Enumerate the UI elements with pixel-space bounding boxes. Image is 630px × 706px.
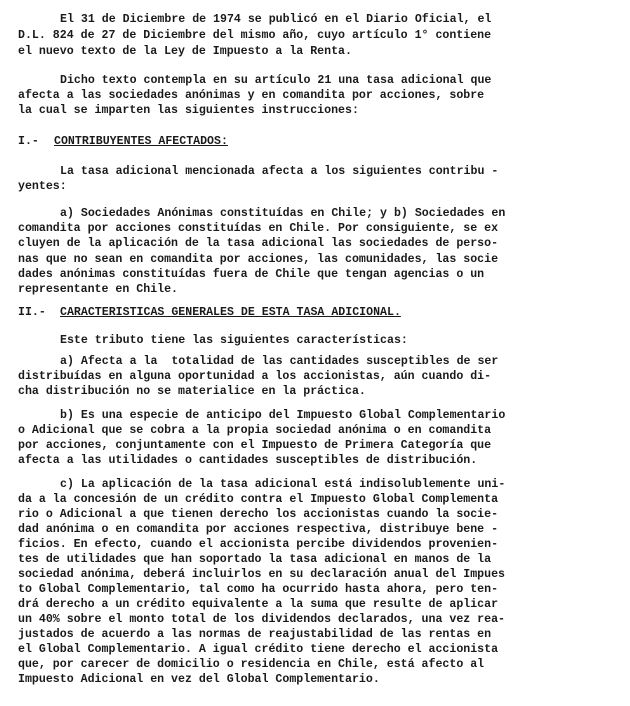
text-line: dad anónima o en comandita por acciones respectiva, distribuye bene - — [18, 523, 499, 536]
section-title: CARACTERISTICAS GENERALES DE ESTA TASA ADICIONAL. — [60, 306, 401, 319]
text-line: drá derecho a un crédito equivalente a la suma que resulte de aplicar — [18, 598, 499, 611]
text-line: da a la concesión de un crédito contra el Impuesto Global Complementa — [18, 493, 499, 506]
text-line: por acciones, conjuntamente con el Impuesto de Primera Categoría que — [18, 439, 492, 452]
text-line: dades anónimas constituídas fuera de Chile que tengan agencias o un — [18, 268, 485, 281]
text-line: yentes: — [18, 180, 67, 193]
text-line: nas que no sean en comandita por acciones, las comunidades, las socie — [18, 253, 499, 266]
text-line: cluyen de la aplicación de la tasa adicional las sociedades de perso- — [18, 237, 499, 250]
text-line: Este tributo tiene las siguientes características: — [60, 334, 408, 347]
text-line: que, por carecer de domicilio o residencia en Chile, está afecto al — [18, 658, 485, 671]
text-line: justados de acuerdo a las normas de reajustabilidad de las rentas en — [18, 628, 492, 641]
text-line: afecta a las utilidades o cantidades susceptibles de distribución. — [18, 454, 478, 467]
text-line: a) Afecta a la totalidad de las cantidades susceptibles de ser — [60, 355, 499, 368]
text-line: o Adicional que se cobra a la propia sociedad anónima o en comandita — [18, 424, 492, 437]
text-line: representante en Chile. — [18, 283, 179, 296]
text-line: Dicho texto contempla en su artículo 21 una tasa adicional que — [60, 74, 492, 87]
text-line: b) Es una especie de anticipo del Impuesto Global Complementario — [60, 409, 506, 422]
text-line: el Global Complementario. A igual crédito tiene derecho el accionista — [18, 643, 499, 656]
text-line: la cual se imparten las siguientes instrucciones: — [18, 104, 359, 117]
text-line: cha distribución no se materialice en la práctica. — [18, 385, 366, 398]
text-line: tes de utilidades que han soportado la tasa adicional en manos de la — [18, 553, 492, 566]
text-line: sociedad anónima, deberá incluirlos en su declaración anual del Impues — [18, 568, 506, 581]
section-number: I.- — [18, 135, 39, 148]
text-line: to Global Complementario, tal como ha ocurrido hasta ahora, pero ten- — [18, 583, 499, 596]
section-title: CONTRIBUYENTES AFECTADOS: — [54, 135, 228, 148]
text-line: Impuesto Adicional en vez del Global Complementario. — [18, 673, 380, 686]
text-line: a) Sociedades Anónimas constituídas en Chile; y b) Sociedades en — [60, 207, 506, 220]
text-line: c) La aplicación de la tasa adicional está indisolublemente uni- — [60, 478, 506, 491]
text-line: rio o Adicional a que tienen derecho los accionistas cuando la socie- — [18, 508, 499, 521]
text-line: El 31 de Diciembre de 1974 se publicó en el Diario Oficial, el — [60, 13, 492, 26]
text-line: distribuídas en alguna oportunidad a los accionistas, aún cuando di- — [18, 370, 492, 383]
text-line: un 40% sobre el monto total de los dividendos declarados, una vez rea- — [18, 613, 506, 626]
text-line: La tasa adicional mencionada afecta a los siguientes contribu - — [60, 165, 499, 178]
text-line: el nuevo texto de la Ley de Impuesto a la Renta. — [18, 45, 352, 58]
section-number: II.- — [18, 306, 46, 319]
text-line: ficios. En efecto, cuando el accionista percibe dividendos provenien- — [18, 538, 499, 551]
text-line: afecta a las sociedades anónimas y en comandita por acciones, sobre — [18, 89, 485, 102]
text-line: comandita por acciones constituídas en Chile. Por consiguiente, se ex — [18, 222, 499, 235]
text-line: D.L. 824 de 27 de Diciembre del mismo año, cuyo artículo 1° contiene — [18, 29, 492, 42]
